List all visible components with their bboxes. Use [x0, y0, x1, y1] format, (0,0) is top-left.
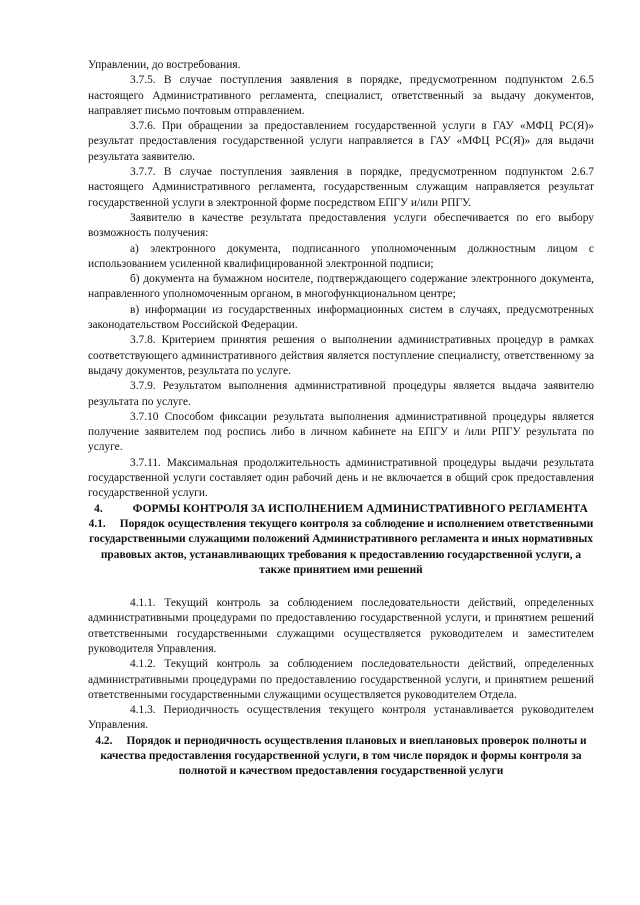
paragraph: 3.7.9. Результатом выполнения административной процедуры является выдача заявителю результата по услуге. [88, 380, 594, 408]
section-heading [88, 502, 594, 517]
paragraph: 3.7.11. Максимальная продолжительность административной процедуры выдачи результата государственной услуги составляет один рабочий день и не включается в общий срок предоставления государственной услуги. [88, 456, 594, 500]
section-number: 4. [94, 502, 103, 515]
subsection-heading [88, 734, 594, 780]
subsection-heading [88, 517, 594, 578]
subsection-title: Порядок и периодичность осуществления плановых и внеплановых проверок полноты и качества предоставления государственной услуги, в том числе порядок и формы контроля за полнотой и качеством предоставления государственной услуги [100, 734, 587, 778]
subsection-number: 4.2. [95, 734, 113, 747]
list-item: а) электронного документа, подписанного уполномоченным должностным лицом с использованием усиленной квалифицированной электронной подписи; [88, 242, 594, 270]
subsection-number: 4.1. [88, 517, 106, 530]
subsection-title: Порядок осуществления текущего контроля за соблюдение и исполнением ответственными государственными служащими положений Административного регламента и иных нормативных правовых актов, устанавливающих требования к предоставлению государственной услуги, а также принятием ими решений [89, 517, 594, 576]
paragraph: 3.7.10 Способом фиксации результата выполнения административной процедуры является получение заявителем под роспись либо в личном кабинете на ЕПГУ и /или РПГУ результата по услуге. [88, 410, 594, 454]
section-title: ФОРМЫ КОНТРОЛЯ ЗА ИСПОЛНЕНИЕМ АДМИНИСТРАТИВНОГО РЕГЛАМЕНТА [132, 502, 588, 515]
paragraph: Управлении, до востребования. [88, 59, 241, 71]
paragraph: 4.1.2. Текущий контроль за соблюдением последовательности действий, определенных административными процедурами по предоставлению государственной услуги, и принятием решений ответственными государственными служащими осуществляется руководителем Отдела. [88, 658, 594, 701]
list-item: б) документа на бумажном носителе, подтверждающего содержание электронного документа, направленного уполномоченным органом, в многофункциональном центре; [88, 273, 594, 301]
document-page [88, 58, 594, 780]
paragraph: 3.7.7. В случае поступления заявления в порядке, предусмотренном подпунктом 2.6.7 настоящего Административного регламента, государственным служащим направляется результат государственной услуги в электронной форме посредством ЕПГУ и/или РПГУ. [88, 166, 594, 209]
paragraph: Заявителю в качестве результата предоставления услуги обеспечивается по его выбору возможность получения: [88, 211, 594, 240]
list-item: в) информации из государственных информационных систем в случаях, предусмотренных законодательством Российской Федерации. [88, 303, 594, 332]
paragraph: 3.7.8. Критерием принятия решения о выполнении административных процедур в рамках соответствующего административного действия является поступление специалисту, ответственному за выдачу документов, результата по услуге. [88, 334, 594, 377]
paragraph: 4.1.1. Текущий контроль за соблюдением последовательности действий, определенных административными процедурами по предоставлению государственной услуги, и принятием решений ответственными государственными служащими осуществляется руководителем и заместителем руководителя Управления. [88, 597, 594, 655]
paragraph: 3.7.6. При обращении за предоставлением государственной услуги в ГАУ «МФЦ РС(Я)» результат предоставления государственной услуги направляется в ГАУ «МФЦ РС(Я)» для выдачи результата заявителю. [88, 120, 594, 163]
paragraph: 3.7.5. В случае поступления заявления в порядке, предусмотренном подпунктом 2.6.5 настоящего Административного регламента, специалист, ответственный за выдачу документов, направляет письмо почтовым отправлением. [88, 74, 594, 117]
paragraph: 4.1.3. Периодичность осуществления текущего контроля устанавливается руководителем Управления. [88, 704, 594, 732]
